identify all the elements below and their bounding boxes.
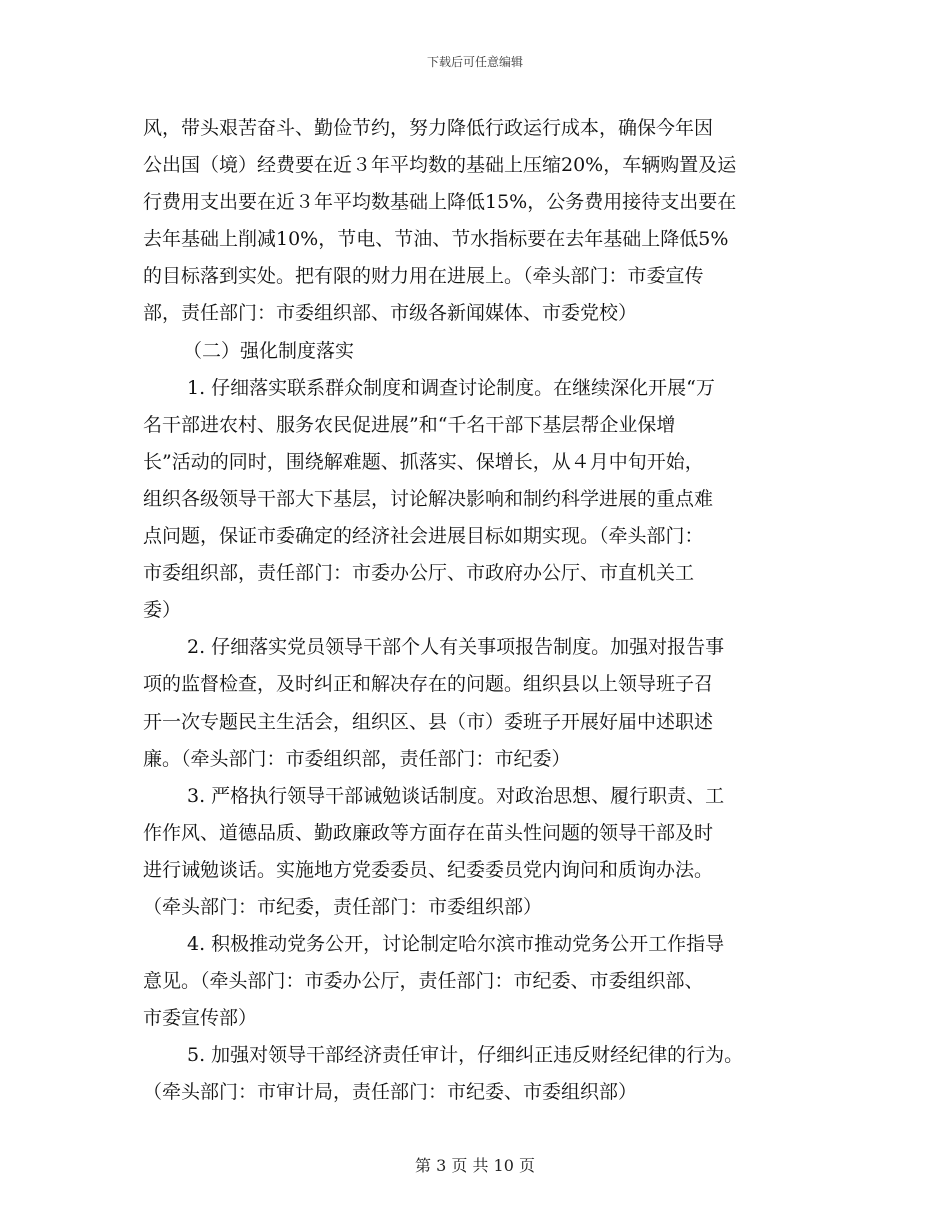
text-line: 公出国（境）经费要在近３年平均数的基础上压缩20%，车辆购置及运	[143, 154, 737, 177]
text-line: 意见。（牵头部门：市委办公厅，责任部门：市纪委、市委组织部、	[143, 970, 704, 993]
text-line: 市委宣传部）	[143, 1007, 258, 1030]
text-line: 名干部进农村、服务农民促进展”和“千名干部下基层帮企业保增	[143, 413, 676, 436]
text-line: 长”活动的同时，围绕解难题、抓落实、保增长，从４月中旬开始，	[143, 450, 704, 473]
item-start-line: 3. 严格执行领导干部诫勉谈话制度。对政治思想、履行职责、工	[187, 784, 725, 807]
text-line: 组织各级领导干部大下基层，讨论解决影响和制约科学进展的重点难	[143, 487, 714, 510]
page-header-note: 下载后可任意编辑	[426, 55, 523, 69]
section-heading: （二）强化制度落实	[183, 339, 355, 362]
item-start-line: 1. 仔细落实联系群众制度和调查讨论制度。在继续深化开展“万	[187, 376, 715, 399]
text-line: 廉。（牵头部门：市委组织部，责任部门：市纪委）	[143, 747, 571, 770]
text-line: 行费用支出要在近３年平均数基础上降低15%，公务费用接待支出要在	[143, 191, 737, 214]
text-line: 委）	[143, 599, 182, 622]
text-line: 开一次专题民主生活会，组织区、县（市）委班子开展好届中述职述	[143, 710, 714, 733]
text-line: 点问题，保证市委确定的经济社会进展目标如期实现。（牵头部门：	[143, 525, 704, 548]
text-line: （牵头部门：市纪委，责任部门：市委组织部）	[143, 895, 543, 918]
document-body	[143, 110, 823, 1112]
text-line: 部，责任部门：市委组织部、市级各新闻媒体、市委党校）	[143, 302, 638, 325]
text-line: 去年基础上削减10%，节电、节油、节水指标要在去年基础上降低5%	[143, 228, 729, 251]
text-line: （牵头部门：市审计局，责任部门：市纪委、市委组织部）	[143, 1081, 638, 1104]
page-number-footer: 第 3 页 共 10 页	[415, 1156, 535, 1175]
text-line: 市委组织部，责任部门：市委办公厅、市政府办公厅、市直机关工	[143, 562, 695, 585]
text-line: 项的监督检查，及时纠正和解决存在的问题。组织县以上领导班子召	[143, 673, 714, 696]
item-start-line: 4. 积极推动党务公开，讨论制定哈尔滨市推动党务公开工作指导	[187, 933, 725, 956]
text-line: 的目标落到实处。把有限的财力用在进展上。（牵头部门：市委宣传	[143, 265, 704, 288]
text-line: 进行诫勉谈话。实施地方党委委员、纪委委员党内询问和质询办法。	[143, 858, 714, 881]
text-line: 作作风、道德品质、勤政廉政等方面存在苗头性问题的领导干部及时	[143, 821, 714, 844]
item-start-line: 5. 加强对领导干部经济责任审计，仔细纠正违反财经纪律的行为。	[187, 1044, 744, 1067]
item-start-line: 2. 仔细落实党员领导干部个人有关事项报告制度。加强对报告事	[187, 636, 725, 659]
text-line: 风，带头艰苦奋斗、勤俭节约，努力降低行政运行成本，确保今年因	[143, 117, 714, 139]
